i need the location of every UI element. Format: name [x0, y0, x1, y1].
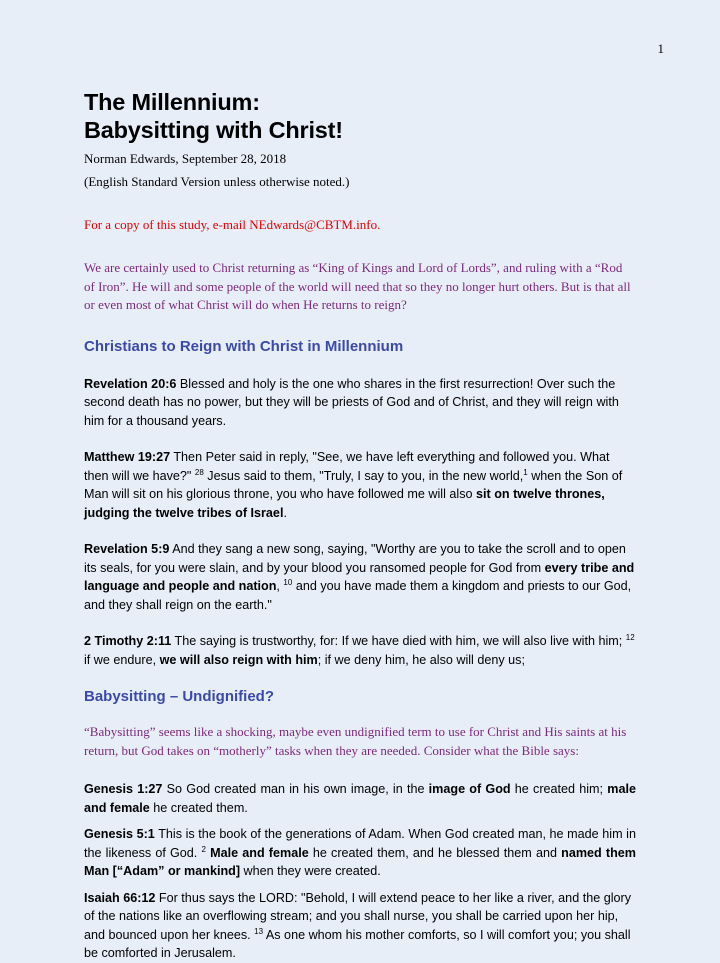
section-heading-reign: Christians to Reign with Christ in Millennium — [84, 337, 404, 355]
verse-number: 12 — [625, 632, 635, 642]
page-content — [84, 88, 636, 963]
title-line-2: Babysitting with Christ! — [84, 117, 343, 143]
section2-intro: “Babysitting” seems like a shocking, maybe even undignified term to use for Christ and His saints at his return, but God takes on “motherly” tasks when they are needed. Consider what the Bible says: — [84, 724, 627, 758]
verse-ref: Genesis 5:1 — [84, 827, 155, 841]
verse-ref: Isaiah 66:12 — [84, 890, 156, 905]
verse-revelation-20-6: Revelation 20:6 Blessed and holy is the one who shares in the first resurrection! Over such the second death has no power, but they will be priests of God and of Christ, and they will reign with him for a thousand years. — [84, 376, 619, 428]
section-heading-babysitting: Babysitting – Undignified? — [84, 688, 274, 705]
verse-ref: Revelation 20:6 — [84, 376, 177, 391]
footnote-marker[interactable]: 1 — [523, 467, 528, 477]
title-line-1: The Millennium: — [84, 89, 260, 115]
verse-ref: Genesis 1:27 — [84, 782, 163, 796]
verse-isaiah-66-12: Isaiah 66:12 For thus says the LORD: "Behold, I will extend peace to her like a river, and the glory of the nations like an overflowing stream; and you shall nurse, you shall be carried upon her hip, and bounced upon her knees. $^{13}$ As one whom his mother comforts, so I will comfort you; you shall be comforted in Jerusalem. — [84, 890, 631, 960]
byline: Norman Edwards, September 28, 2018 — [84, 151, 287, 166]
verse-number: 2 — [201, 844, 206, 854]
version-note: (English Standard Version unless otherwise noted.) — [84, 174, 350, 189]
verse-number: 10 — [283, 577, 293, 587]
verse-genesis-5-1: Genesis 5:1 This is the book of the generations of Adam. When God created man, he made him in the likeness of God. $^2$ Male and female he created them, and he blessed them and named them Man [“Adam” or mankind] when they were created. — [84, 827, 636, 878]
page-number: 1 — [657, 41, 664, 56]
verse-2-timothy-2-11: 2 Timothy 2:11 The saying is trustworthy, for: If we have died with him, we will also live with him; $^{12}$ if we endure, we will also reign with him; if we deny him, he also will deny us; — [84, 632, 635, 667]
verse-ref: Revelation 5:9 — [84, 542, 170, 556]
verse-ref: Matthew 19:27 — [84, 450, 171, 464]
intro-paragraph: We are certainly used to Christ returning as “King of Kings and Lord of Lords”, and ruling with a “Rod of Iron”. He will and some people of the world will need that so they no longer hurt others. But is that all or even most of what Christ will do when He returns to reign? — [84, 260, 631, 312]
document-title — [84, 88, 636, 144]
verse-genesis-1-27: Genesis 1:27 So God created man in his own image, in the image of God he created him; male and female he created them. — [84, 782, 636, 815]
verse-number: 28 — [194, 467, 204, 477]
verse-ref: 2 Timothy 2:11 — [84, 634, 172, 648]
verse-matthew-19-27: Matthew 19:27 Then Peter said in reply, "See, we have left everything and followed you. What then will we have?" $^{28}$ Jesus said to them, "Truly, I say to you, in the new world,$^1$ when the Son of Man will sit on his glorious throne, you who have followed me will also sit on twelve thrones, judging the twelve tribes of Israel. — [84, 450, 623, 520]
verse-number: 13 — [254, 926, 264, 936]
copy-note: For a copy of this study, e-mail NEdwards@CBTM.info. — [84, 217, 381, 232]
verse-revelation-5-9: Revelation 5:9 And they sang a new song, saying, "Worthy are you to take the scroll and to open its seals, for you were slain, and by your blood you ransomed people for God from every tribe and language and people and nation, $^{10}$ and you have made them a kingdom and priests to our God, and they shall reign on the earth." — [84, 542, 635, 612]
